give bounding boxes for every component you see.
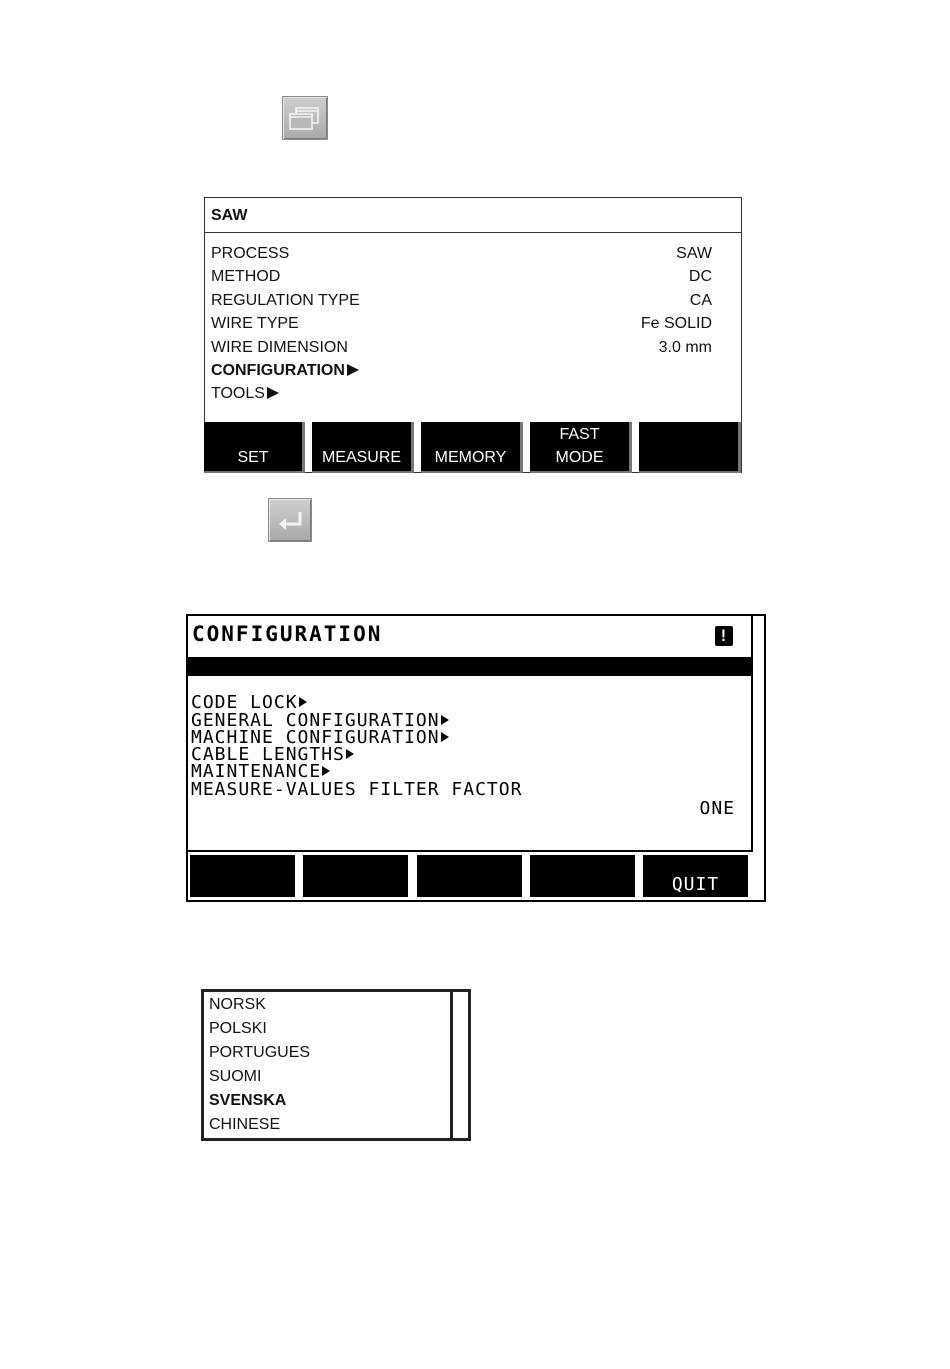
configuration-softkey-bar	[190, 855, 750, 897]
saw-row-regulation-type[interactable]	[211, 289, 712, 312]
saw-row-value: SAW	[676, 245, 712, 262]
config-row-maintenance[interactable]	[191, 743, 735, 783]
measure-softkey[interactable]: MEASURE	[312, 422, 414, 473]
saw-row-label: REGULATION TYPE	[211, 291, 360, 309]
fast-mode-softkey[interactable]: FAST MODE	[530, 422, 632, 473]
configuration-title: CONFIGURATION	[192, 622, 383, 646]
alert-icon: !	[715, 626, 733, 646]
config-row-label: MACHINE CONFIGURATION	[191, 726, 440, 748]
submenu-arrow-icon	[267, 387, 279, 399]
config-softkey-2[interactable]	[303, 855, 408, 897]
saw-row-value: CA	[689, 291, 712, 309]
language-option-chinese[interactable]: CHINESE	[209, 1116, 281, 1133]
configuration-menu-list	[191, 657, 735, 819]
saw-settings-list	[211, 242, 712, 406]
saw-screen-title: SAW	[211, 207, 248, 224]
enter-return-icon	[269, 499, 313, 543]
config-row-label: LANGUAGE	[191, 675, 286, 696]
saw-row-label: PROCESS	[211, 245, 290, 262]
language-option-portugues[interactable]: PORTUGUES	[209, 1044, 311, 1061]
memory-softkey[interactable]: MEMORY	[421, 422, 523, 473]
config-row-label: CODE LOCK	[191, 692, 298, 714]
saw-row-wire-type[interactable]	[211, 312, 712, 335]
saw-row-wire-dimension[interactable]	[211, 336, 712, 359]
configuration-screen	[186, 614, 766, 902]
submenu-arrow-icon	[347, 364, 359, 376]
saw-row-label: CONFIGURATION	[211, 361, 345, 379]
saw-row-label: WIRE TYPE	[211, 315, 299, 333]
saw-softkey-bar	[204, 422, 742, 473]
language-option-suomi[interactable]: SUOMI	[209, 1068, 262, 1085]
config-softkey-4[interactable]	[530, 855, 635, 897]
saw-row-label: METHOD	[211, 268, 281, 286]
saw-row-method[interactable]	[211, 265, 712, 288]
enter-key-button[interactable]	[268, 498, 312, 542]
language-option-polski[interactable]: POLSKI	[209, 1020, 267, 1037]
saw-row-value: DC	[688, 268, 712, 286]
windows-stack-icon	[283, 97, 329, 141]
config-row-machine-configuration[interactable]	[191, 709, 735, 748]
config-row-value: ENGLISH	[652, 694, 735, 715]
config-row-label: GENERAL CONFIGURATION	[191, 709, 440, 731]
config-row-value: ONE	[699, 797, 735, 819]
language-option-norsk[interactable]: NORSK	[209, 996, 266, 1013]
language-list-scrollbar[interactable]	[450, 992, 468, 1138]
config-softkey-3[interactable]	[417, 855, 522, 897]
saw-row-value: 3.0 mm	[658, 338, 712, 356]
saw-row-label: WIRE DIMENSION	[211, 338, 348, 356]
language-list	[201, 989, 471, 1141]
saw-row-process[interactable]	[211, 242, 712, 265]
config-row-label: CABLE LENGTHS	[191, 744, 345, 766]
quit-softkey[interactable]: QUIT	[643, 855, 748, 897]
config-row-label: MAINTENANCE	[191, 761, 322, 783]
config-row-label: MEASURE-VALUES FILTER FACTOR	[191, 778, 523, 800]
config-row-cable-lengths[interactable]	[191, 726, 735, 766]
menu-key-button[interactable]	[282, 96, 328, 140]
blank-softkey[interactable]	[639, 422, 741, 473]
saw-main-screen	[204, 197, 742, 473]
saw-row-label: TOOLS	[211, 385, 265, 403]
saw-row-tools[interactable]	[211, 382, 712, 405]
config-softkey-1[interactable]	[190, 855, 295, 897]
saw-row-configuration[interactable]	[211, 359, 712, 382]
config-row-general-configuration[interactable]	[191, 692, 735, 731]
language-option-svenska[interactable]: SVENSKA	[209, 1092, 287, 1109]
saw-row-value: Fe SOLID	[640, 315, 712, 333]
configuration-display-area	[188, 616, 753, 852]
set-softkey[interactable]: SET	[204, 422, 305, 473]
config-row-measure-values-filter-factor[interactable]	[191, 761, 735, 819]
saw-screen-header	[205, 198, 741, 233]
